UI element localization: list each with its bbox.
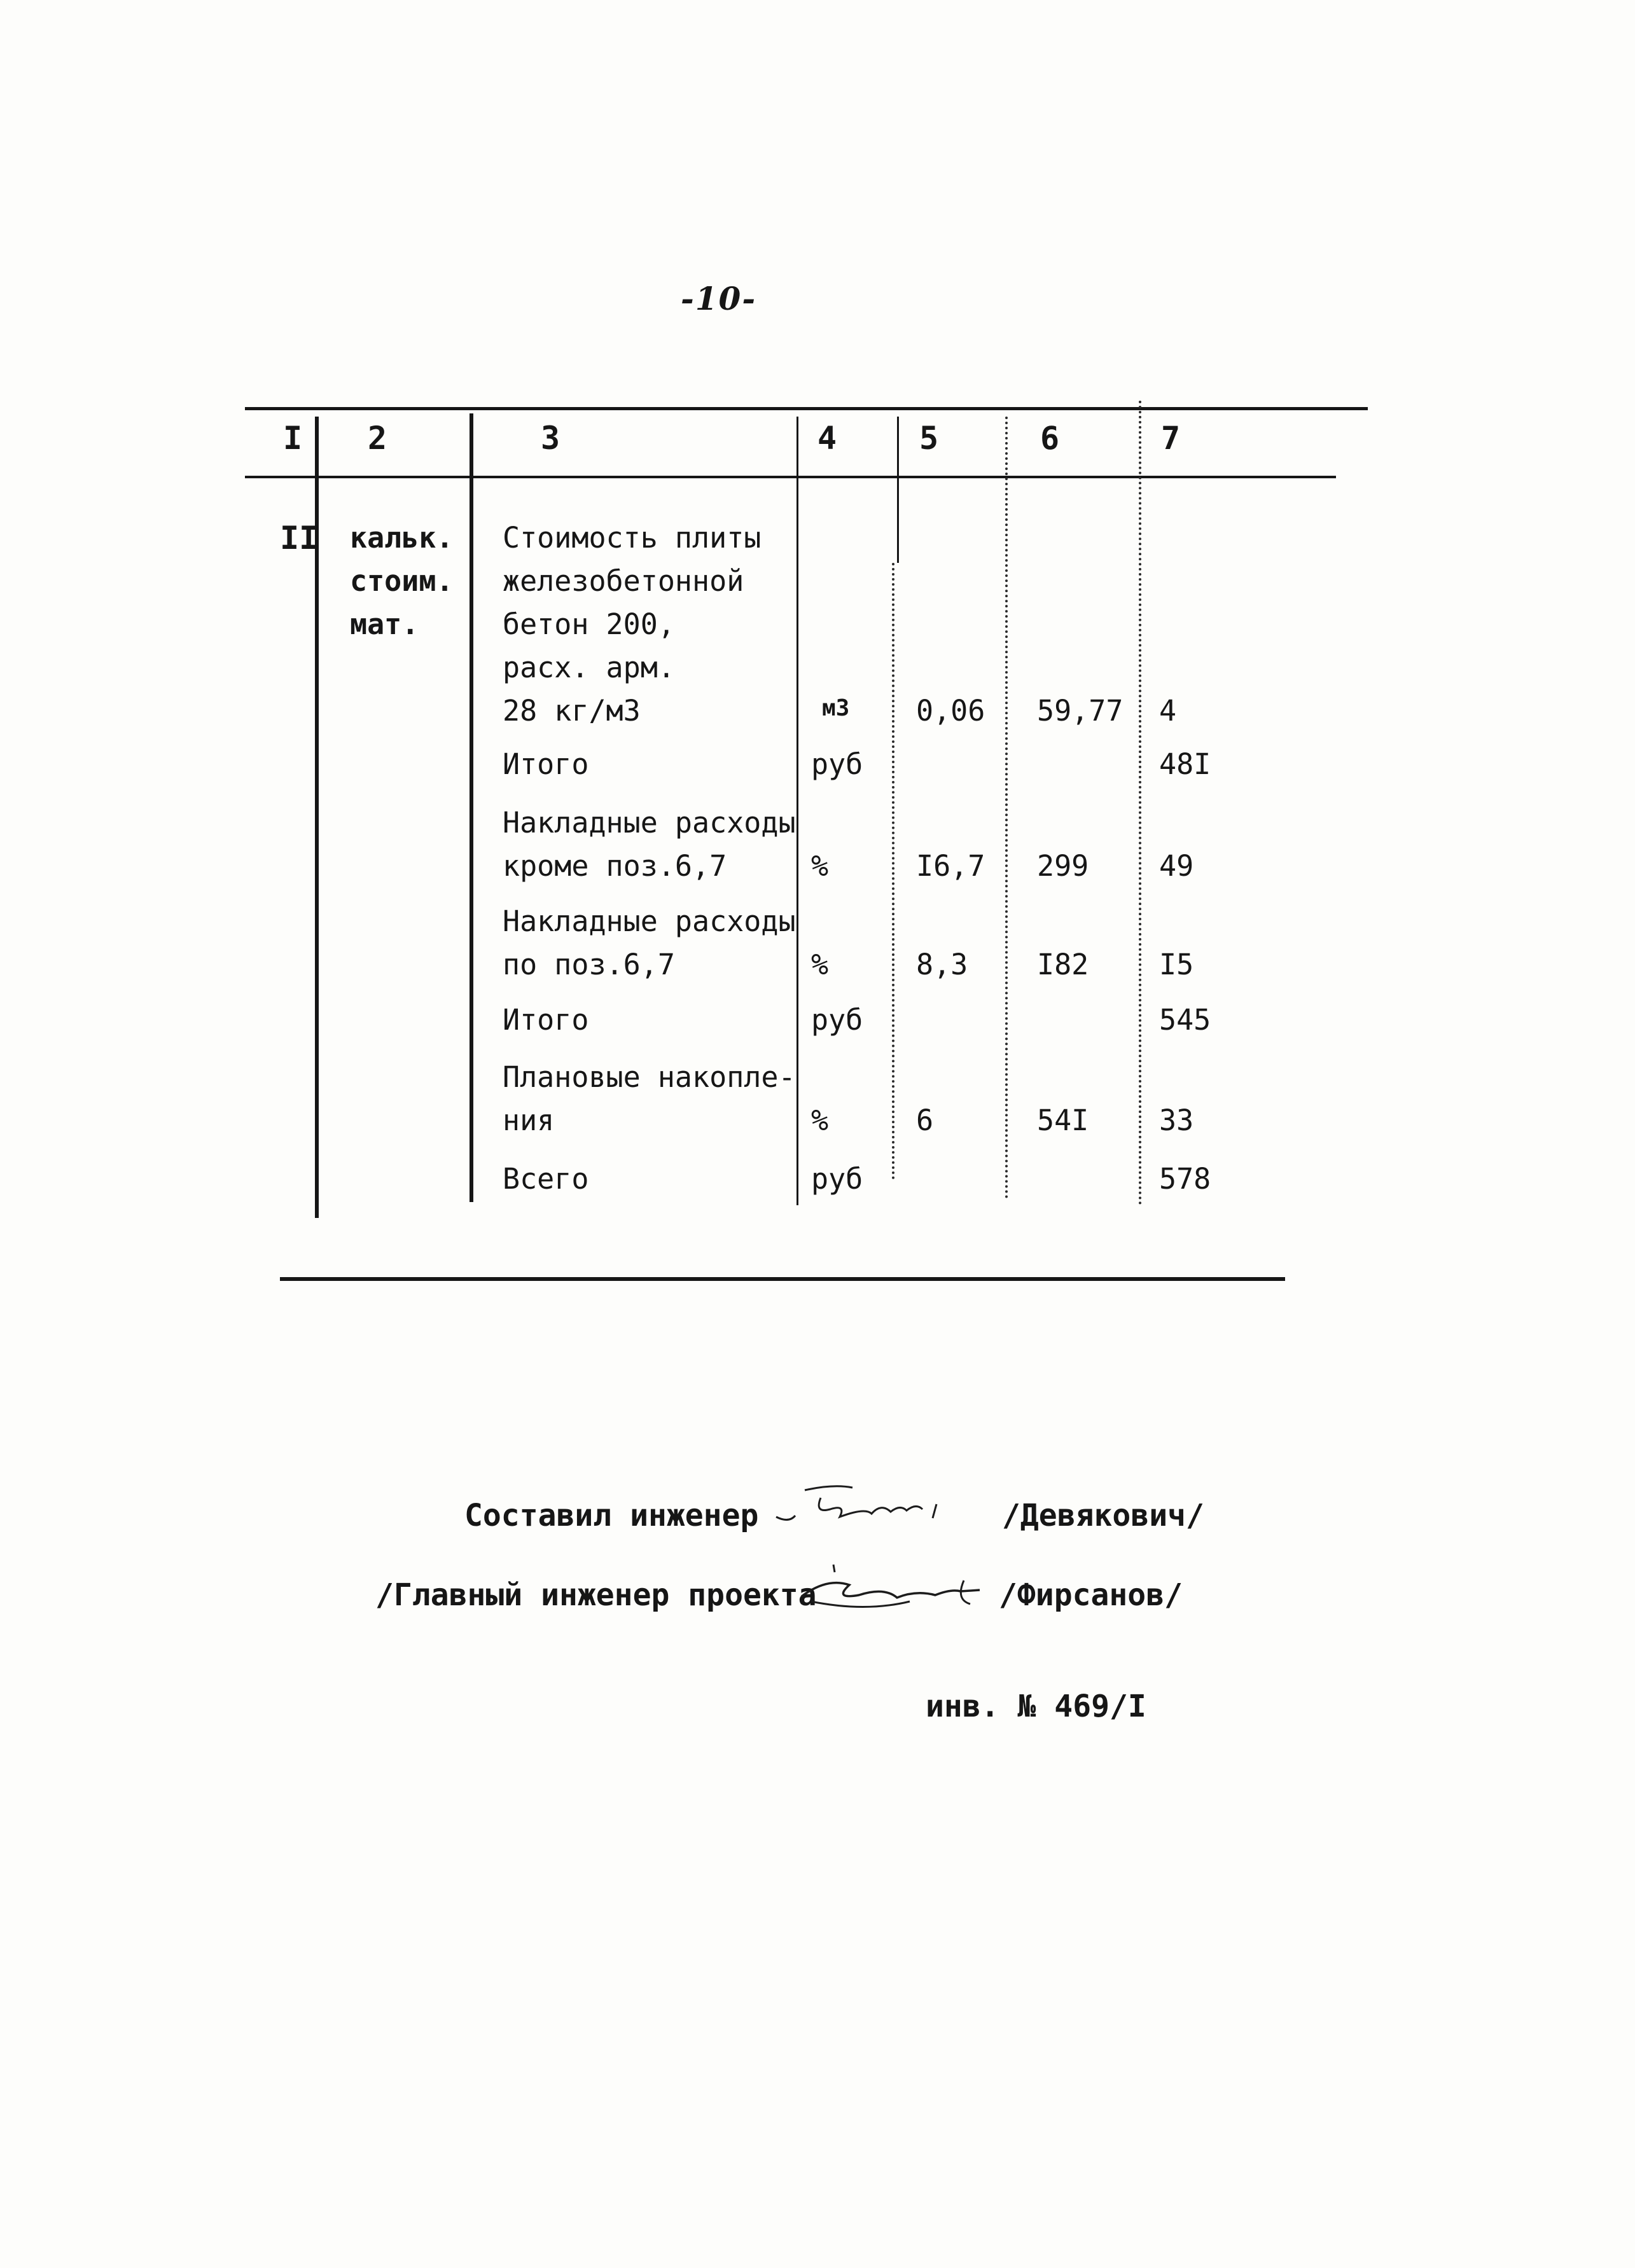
row-5-desc-1: Итого (503, 1003, 589, 1037)
row-3-unit: % (811, 849, 829, 883)
row-5-col7: 545 (1159, 1003, 1211, 1037)
section-label: II (280, 520, 319, 557)
col-divider-4 (897, 417, 899, 563)
row-3-desc-1: Накладные расходы (503, 806, 796, 840)
row-1-desc-5: 28 кг/м3 (503, 694, 641, 728)
table-bottom-rule (280, 1277, 1285, 1281)
row-2-col7: 48I (1159, 747, 1211, 781)
row-7-col7: 578 (1159, 1162, 1211, 1196)
row-3-col7: 49 (1159, 849, 1194, 883)
row-6-unit: % (811, 1103, 829, 1137)
group-label-line-3: мат. (350, 607, 419, 641)
row-1-col5: 0,06 (916, 694, 985, 728)
header-col-4: 4 (818, 420, 837, 457)
header-col-2: 2 (368, 420, 387, 457)
header-col-1: I (283, 420, 303, 457)
col-divider-3 (797, 417, 798, 1205)
row-5-unit: руб (811, 1003, 863, 1037)
compiled-by-label: Составил инженер (464, 1498, 759, 1533)
row-6-col5: 6 (916, 1103, 934, 1137)
inventory-number: инв. № 469/I (926, 1689, 1146, 1724)
group-label-line-2: стоим. (350, 564, 454, 598)
row-2-unit: руб (811, 747, 863, 781)
row-1-unit: м3 (822, 695, 850, 721)
col-divider-5 (1005, 417, 1008, 1199)
row-4-unit: % (811, 948, 829, 981)
row-4-col6: I82 (1037, 948, 1089, 981)
compiled-by-name: /Девякович/ (1002, 1498, 1204, 1533)
row-4-desc-2: по поз.6,7 (503, 948, 675, 981)
row-2-desc-1: Итого (503, 747, 589, 781)
row-6-col7: 33 (1159, 1103, 1194, 1137)
row-6-desc-1: Плановые накопле- (503, 1060, 796, 1094)
row-4-desc-1: Накладные расходы (503, 904, 796, 938)
header-col-3: 3 (541, 420, 560, 457)
header-col-5: 5 (919, 420, 939, 457)
row-6-desc-2: ния (503, 1103, 555, 1137)
row-1-col7: 4 (1159, 694, 1177, 728)
row-3-desc-2: кроме поз.6,7 (503, 849, 727, 883)
col-divider-2 (470, 413, 473, 1202)
row-1-desc-3: бетон 200, (503, 607, 675, 641)
chief-engineer-label: /Главный инженер проекта (375, 1577, 817, 1613)
header-col-6: 6 (1040, 420, 1060, 457)
row-1-desc-4: расх. арм. (503, 651, 675, 684)
col-divider-4-dotted (892, 563, 894, 1180)
row-1-desc-2: железобетонной (503, 564, 744, 598)
row-1-col6: 59,77 (1037, 694, 1124, 728)
group-label-line-1: кальк. (350, 521, 454, 555)
header-col-7: 7 (1161, 420, 1181, 457)
row-4-col7: I5 (1159, 948, 1194, 981)
page-number: -10- (681, 280, 757, 317)
row-1-desc-1: Стоимость плиты (503, 521, 762, 555)
row-3-col5: I6,7 (916, 849, 985, 883)
chief-engineer-name: /Фирсанов/ (999, 1577, 1183, 1613)
row-3-col6: 299 (1037, 849, 1089, 883)
row-6-col6: 54I (1037, 1103, 1089, 1137)
row-7-desc-1: Всего (503, 1162, 589, 1196)
row-7-unit: руб (811, 1162, 863, 1196)
engineer-signature (770, 1479, 954, 1536)
col-divider-6 (1139, 401, 1141, 1205)
chief-engineer-signature (789, 1552, 999, 1622)
row-4-col5: 8,3 (916, 948, 968, 981)
header-bottom-rule (245, 476, 1336, 478)
table-top-rule (245, 407, 1368, 410)
